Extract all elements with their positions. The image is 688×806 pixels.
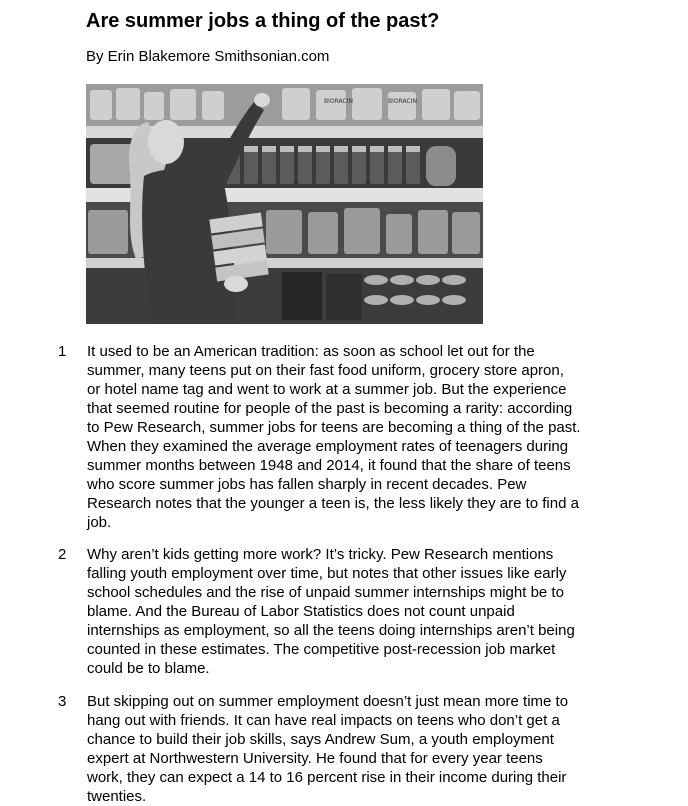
paragraph-3 — [0, 692, 688, 805]
paragraph-number: 1 — [58, 343, 67, 360]
paragraph-line: It used to be an American tradition: as soon as school let out for the — [87, 343, 535, 360]
paragraph-line: internships as employment, so all the teens doing internships aren’t being — [87, 622, 575, 639]
article-photo-grocery-shelves — [86, 84, 483, 324]
paragraph-line: falling youth employment over time, but notes that other issues like early — [87, 565, 567, 582]
paragraph-text — [87, 692, 627, 806]
paragraph-text — [87, 342, 627, 532]
paragraph-line: twenties. — [87, 788, 147, 805]
paragraph-line: could be to blame. — [87, 660, 210, 677]
paragraph-line: or hotel name tag and went to work at a summer job. But the experience — [87, 381, 567, 398]
paragraph-line: When they examined the average employment rates of teenagers during — [87, 438, 569, 455]
paragraph-line: expert at Northwestern University. He found that for every year teens — [87, 750, 543, 767]
paragraph-line: hang out with friends. It can have real impacts on teens who don’t get a — [87, 712, 560, 729]
paragraph-line: blame. And the Bureau of Labor Statistics does not count unpaid — [87, 603, 515, 620]
paragraph-line: summer months between 1948 and 2014, it found that the share of teens — [87, 457, 571, 474]
paragraph-line: Research notes that the younger a teen is, the less likely they are to find a — [87, 495, 579, 512]
paragraph-line: summer, many teens put on their fast food uniform, grocery store apron, — [87, 362, 564, 379]
paragraph-line: But skipping out on summer employment doesn’t just mean more time to — [87, 693, 569, 710]
article-byline: By Erin Blakemore Smithsonian.com — [86, 48, 330, 65]
paragraph-line: counted in these estimates. The competitive post-recession job market — [87, 641, 556, 658]
article-title: Are summer jobs a thing of the past? — [86, 10, 440, 32]
paragraph-text — [87, 545, 627, 678]
paragraph-number: 2 — [58, 546, 67, 563]
paragraph-line: that seemed routine for people of the past is becoming a rarity: according — [87, 400, 573, 417]
paragraph-line: to Pew Research, summer jobs for teens are becoming a thing of the past. — [87, 419, 581, 436]
paragraph-line: chance to build their job skills, says Andrew Sum, a youth employment — [87, 731, 554, 748]
paragraph-2 — [0, 545, 688, 678]
paragraph-line: Why aren’t kids getting more work? It’s tricky. Pew Research mentions — [87, 546, 554, 563]
paragraph-line: who score summer jobs has fallen sharply in recent decades. Pew — [87, 476, 527, 493]
paragraph-line: school schedules and the rise of unpaid summer internships might be to — [87, 584, 564, 601]
shelf-label: BIORACIN — [388, 98, 417, 105]
shelf-label: BIORACIN — [324, 98, 353, 105]
paragraph-line: work, they can expect a 14 to 16 percent rise in their income during their — [87, 769, 567, 786]
paragraph-number: 3 — [58, 693, 67, 710]
paragraph-1 — [0, 342, 688, 532]
paragraph-line: job. — [87, 514, 112, 531]
